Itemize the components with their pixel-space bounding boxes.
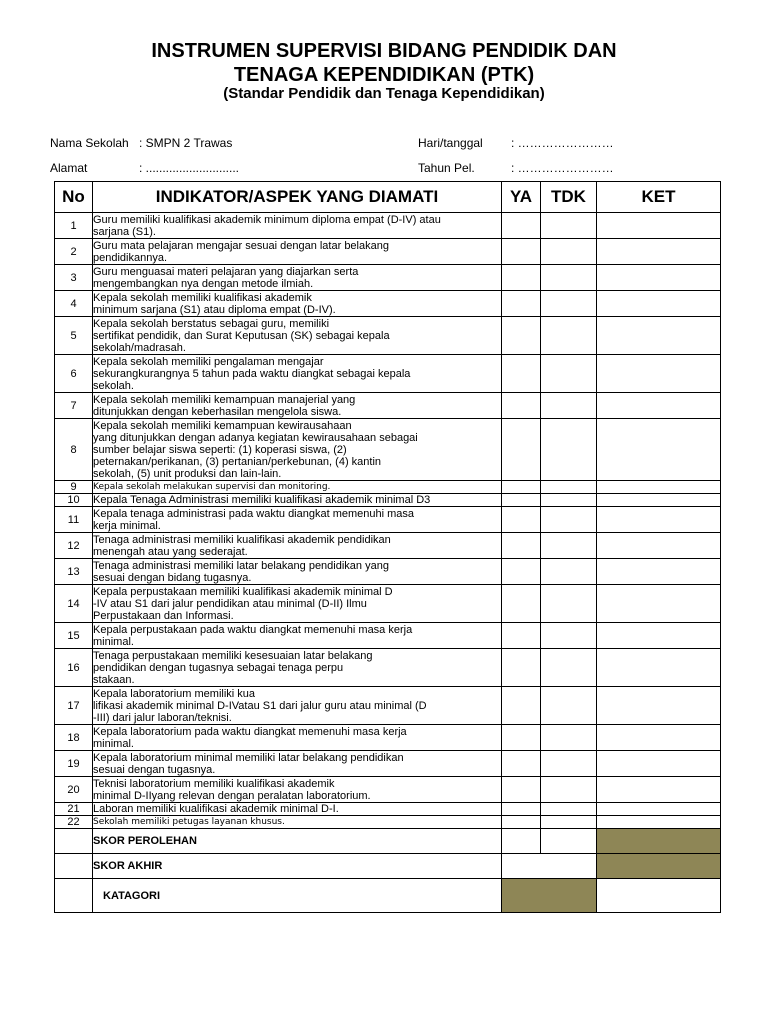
- row-number: 16: [55, 649, 93, 687]
- tdk-cell[interactable]: [541, 533, 597, 559]
- row-number: 3: [55, 265, 93, 291]
- table-row: [55, 559, 721, 585]
- day-date-value: : ……………………: [511, 136, 614, 150]
- tdk-cell[interactable]: [541, 291, 597, 317]
- indicator-text: [93, 533, 502, 559]
- indicator-line: minimal.: [93, 635, 134, 648]
- indicator-line: sekolah, (5) unit produksi dan lain-lain.: [93, 467, 282, 480]
- table-row: [55, 213, 721, 239]
- ya-cell[interactable]: [502, 816, 541, 829]
- ket-cell[interactable]: [597, 317, 721, 355]
- table-row: [55, 687, 721, 725]
- ya-cell[interactable]: [502, 559, 541, 585]
- indicator-line: Guru menguasai materi pelajaran yang diajarkan serta: [93, 265, 359, 278]
- ket-cell[interactable]: [597, 507, 721, 533]
- indicator-line: Kepala perpustakaan memiliki kualifikasi akademik minimal D: [93, 585, 393, 598]
- table-row: [55, 649, 721, 687]
- indicator-text: [93, 393, 502, 419]
- indicator-line: sarjana (S1).: [93, 225, 156, 238]
- indicator-text: [93, 317, 502, 355]
- document-title-line-2: TENAGA KEPENDIDIKAN (PTK): [233, 64, 535, 86]
- ya-cell[interactable]: [502, 649, 541, 687]
- row-number: 12: [55, 533, 93, 559]
- tdk-cell[interactable]: [541, 419, 597, 481]
- indicator-line: minimal.: [93, 737, 134, 750]
- ket-cell[interactable]: [597, 725, 721, 751]
- ket-cell[interactable]: [597, 816, 721, 829]
- tdk-cell[interactable]: [541, 213, 597, 239]
- indicator-line: lifikasi akademik minimal D-IVatau S1 dari jalur guru atau minimal (D: [93, 699, 427, 712]
- ket-cell[interactable]: [597, 265, 721, 291]
- skor-perolehan-ya-cell[interactable]: [502, 829, 541, 854]
- indicator-line: Guru mata pelajaran mengajar sesuai dengan latar belakang: [93, 239, 389, 252]
- ket-cell[interactable]: [597, 751, 721, 777]
- table-row: [55, 481, 721, 494]
- tdk-cell[interactable]: [541, 317, 597, 355]
- indicator-text: [93, 559, 502, 585]
- ya-cell[interactable]: [502, 291, 541, 317]
- table-row: [55, 777, 721, 803]
- katagori-shaded-cell: [502, 879, 597, 913]
- ya-cell[interactable]: [502, 419, 541, 481]
- tdk-cell[interactable]: [541, 803, 597, 816]
- ya-cell[interactable]: [502, 623, 541, 649]
- footer-no-cell: [55, 854, 93, 879]
- address-label: Alamat: [50, 161, 88, 175]
- row-number: 5: [55, 317, 93, 355]
- indicator-line: Kepala perpustakaan pada waktu diangkat memenuhi masa kerja: [93, 623, 413, 636]
- table-row: [55, 507, 721, 533]
- table-row: [55, 751, 721, 777]
- skor-akhir-label: SKOR AKHIR: [93, 854, 502, 879]
- table-row: [55, 725, 721, 751]
- indicator-text: [93, 751, 502, 777]
- indicator-line: Kepala laboratorium minimal memiliki latar belakang pendidikan: [93, 751, 404, 764]
- row-number: 22: [55, 816, 93, 829]
- row-number: 9: [55, 481, 93, 494]
- indicator-line: mengembangkan nya dengan metode ilmiah.: [93, 277, 314, 290]
- tdk-cell[interactable]: [541, 494, 597, 507]
- footer-no-cell: [55, 879, 93, 913]
- ket-cell[interactable]: [597, 777, 721, 803]
- katagori-ket-cell[interactable]: [597, 879, 721, 913]
- row-number: 1: [55, 213, 93, 239]
- table-row: [55, 393, 721, 419]
- table-row: [55, 239, 721, 265]
- tdk-cell[interactable]: [541, 649, 597, 687]
- tdk-cell[interactable]: [541, 816, 597, 829]
- table-row: [55, 494, 721, 507]
- tdk-cell[interactable]: [541, 239, 597, 265]
- indicator-line: Kepala sekolah memiliki kemampuan kewirausahaan: [93, 419, 352, 432]
- table-row: [55, 533, 721, 559]
- tdk-cell[interactable]: [541, 559, 597, 585]
- ya-cell[interactable]: [502, 751, 541, 777]
- row-number: 8: [55, 419, 93, 481]
- indicator-line: Kepala laboratorium memiliki kua: [93, 687, 256, 700]
- indicator-line: Teknisi laboratorium memiliki kualifikasi akademik: [93, 777, 335, 790]
- katagori-label: KATAGORI: [93, 879, 502, 913]
- row-number: 6: [55, 355, 93, 393]
- ket-cell[interactable]: [597, 494, 721, 507]
- skor-akhir-ket-cell: [597, 854, 721, 879]
- tdk-cell[interactable]: [541, 623, 597, 649]
- indicator-line: -IV atau S1 dari jalur pendidikan atau minimal (D-II) Ilmu: [93, 597, 367, 610]
- table-row: [55, 585, 721, 623]
- indicator-line: Kepala sekolah memiliki kemampuan manajerial yang: [93, 393, 356, 406]
- ket-cell[interactable]: [597, 623, 721, 649]
- skor-perolehan-label: SKOR PEROLEHAN: [93, 829, 502, 854]
- indicator-line: Kepala sekolah melakukan supervisi dan monitoring.: [93, 482, 331, 492]
- row-number: 7: [55, 393, 93, 419]
- indicator-line: Kepala tenaga administrasi pada waktu diangkat memenuhi masa: [93, 507, 415, 520]
- row-number: 21: [55, 803, 93, 816]
- row-number: 15: [55, 623, 93, 649]
- supervision-table: [54, 181, 721, 913]
- indicator-text: [93, 649, 502, 687]
- table-row: [55, 803, 721, 816]
- ya-cell[interactable]: [502, 533, 541, 559]
- ket-cell[interactable]: [597, 239, 721, 265]
- tdk-cell[interactable]: [541, 393, 597, 419]
- ket-cell[interactable]: [597, 585, 721, 623]
- table-body: [55, 213, 721, 829]
- ya-cell[interactable]: [502, 213, 541, 239]
- ya-cell[interactable]: [502, 481, 541, 494]
- indicator-text: [93, 239, 502, 265]
- indicator-line: minimal D-IIyang relevan dengan peralatan laboratorium.: [93, 789, 371, 802]
- indicator-text: [93, 777, 502, 803]
- indicator-line: sekolah.: [93, 379, 134, 392]
- document-title-line-1: INSTRUMEN SUPERVISI BIDANG PENDIDIK DAN: [151, 40, 617, 62]
- indicator-line: peternakan/perikanan, (3) pertanian/perkebunan, (4) kantin: [93, 455, 382, 468]
- indicator-line: Perpustakaan dan Informasi.: [93, 609, 234, 622]
- tdk-cell[interactable]: [541, 481, 597, 494]
- ya-cell[interactable]: [502, 803, 541, 816]
- table-row: [55, 265, 721, 291]
- header-no: No: [55, 182, 93, 213]
- header-ket: KET: [597, 182, 721, 213]
- tdk-cell[interactable]: [541, 507, 597, 533]
- ket-cell[interactable]: [597, 803, 721, 816]
- indicator-line: ditunjukkan dengan keberhasilan mengelola siswa.: [93, 405, 342, 418]
- ket-cell[interactable]: [597, 533, 721, 559]
- table-footer: [55, 829, 721, 913]
- indicator-line: Sekolah memiliki petugas layanan khusus.: [93, 817, 285, 827]
- indicator-line: Kepala Tenaga Administrasi memiliki kualifikasi akademik minimal D3: [93, 494, 431, 506]
- skor-perolehan-ket-cell: [597, 829, 721, 854]
- row-number: 13: [55, 559, 93, 585]
- footer-no-cell: [55, 829, 93, 854]
- skor-akhir-row: [55, 854, 721, 879]
- indicator-line: sumber belajar siswa seperti: (1) koperasi siswa, (2): [93, 443, 347, 456]
- skor-akhir-value-cell[interactable]: [502, 854, 597, 879]
- tdk-cell[interactable]: [541, 751, 597, 777]
- ya-cell[interactable]: [502, 687, 541, 725]
- indicator-line: Tenaga perpustakaan memiliki kesesuaian latar belakang: [93, 649, 373, 662]
- ya-cell[interactable]: [502, 393, 541, 419]
- table-row: [55, 291, 721, 317]
- row-number: 17: [55, 687, 93, 725]
- header-indicator: INDIKATOR/ASPEK YANG DIAMATI: [93, 182, 502, 213]
- tdk-cell[interactable]: [541, 777, 597, 803]
- indicator-text: [93, 481, 502, 494]
- indicator-line: sertifikat pendidik, dan Surat Keputusan (SK) sebagai kepala: [93, 329, 390, 342]
- row-number: 14: [55, 585, 93, 623]
- header-ya: YA: [502, 182, 541, 213]
- document-subtitle: (Standar Pendidik dan Tenaga Kependidikan): [223, 85, 545, 102]
- ya-cell[interactable]: [502, 494, 541, 507]
- indicator-text: [93, 507, 502, 533]
- indicator-text: [93, 687, 502, 725]
- indicator-text: [93, 816, 502, 829]
- indicator-line: minimum sarjana (S1) atau diploma empat (D-IV).: [93, 303, 336, 316]
- indicator-line: kerja minimal.: [93, 519, 161, 532]
- ya-cell[interactable]: [502, 507, 541, 533]
- ya-cell[interactable]: [502, 265, 541, 291]
- row-number: 11: [55, 507, 93, 533]
- ket-cell[interactable]: [597, 481, 721, 494]
- ya-cell[interactable]: [502, 355, 541, 393]
- indicator-line: -III) dari jalur laboran/teknisi.: [93, 711, 232, 724]
- indicator-text: [93, 355, 502, 393]
- ket-cell[interactable]: [597, 213, 721, 239]
- table-row: [55, 623, 721, 649]
- row-number: 20: [55, 777, 93, 803]
- indicator-line: Kepala sekolah memiliki kualifikasi akademik: [93, 291, 312, 304]
- ya-cell[interactable]: [502, 239, 541, 265]
- tdk-cell[interactable]: [541, 725, 597, 751]
- indicator-line: Guru memiliki kualifikasi akademik minimum diploma empat (D-IV) atau: [93, 213, 441, 226]
- header-tdk: TDK: [541, 182, 597, 213]
- address-value: : ............................: [139, 161, 240, 175]
- row-number: 18: [55, 725, 93, 751]
- table-row: [55, 419, 721, 481]
- table-header-row: [55, 182, 721, 213]
- indicator-text: [93, 585, 502, 623]
- row-number: 2: [55, 239, 93, 265]
- indicator-line: Kepala laboratorium pada waktu diangkat memenuhi masa kerja: [93, 725, 407, 738]
- katagori-row: [55, 879, 721, 913]
- tdk-cell[interactable]: [541, 265, 597, 291]
- indicator-text: [93, 623, 502, 649]
- day-date-label: Hari/tanggal: [418, 136, 483, 150]
- indicator-text: [93, 265, 502, 291]
- indicator-text: [93, 725, 502, 751]
- ket-cell[interactable]: [597, 649, 721, 687]
- skor-perolehan-tdk-cell[interactable]: [541, 829, 597, 854]
- tdk-cell[interactable]: [541, 355, 597, 393]
- school-name-label: Nama Sekolah: [50, 136, 129, 150]
- tdk-cell[interactable]: [541, 687, 597, 725]
- indicator-text: [93, 494, 502, 507]
- indicator-line: Laboran memiliki kualifikasi akademik minimal D-I.: [93, 803, 339, 815]
- ket-cell[interactable]: [597, 419, 721, 481]
- indicator-line: sekurangkurangnya 5 tahun pada waktu diangkat sebagai kepala: [93, 367, 411, 380]
- indicator-text: [93, 291, 502, 317]
- indicator-line: yang ditunjukkan dengan adanya kegiatan kewirausahaan sebagai: [93, 431, 418, 444]
- indicator-line: pendidikan dengan tugasnya sebagai tenaga perpu: [93, 661, 344, 674]
- school-year-value: : ……………………: [511, 161, 614, 175]
- ya-cell[interactable]: [502, 777, 541, 803]
- indicator-line: Kepala sekolah memiliki pengalaman mengajar: [93, 355, 324, 368]
- skor-perolehan-row: [55, 829, 721, 854]
- ket-cell[interactable]: [597, 291, 721, 317]
- indicator-line: sesuai dengan tugasnya.: [93, 763, 216, 776]
- table-row: [55, 317, 721, 355]
- row-number: 4: [55, 291, 93, 317]
- ket-cell[interactable]: [597, 559, 721, 585]
- ya-cell[interactable]: [502, 585, 541, 623]
- ket-cell[interactable]: [597, 393, 721, 419]
- tdk-cell[interactable]: [541, 585, 597, 623]
- table-row: [55, 355, 721, 393]
- indicator-text: [93, 213, 502, 239]
- indicator-line: Tenaga administrasi memiliki kualifikasi akademik pendidikan: [93, 533, 391, 546]
- ya-cell[interactable]: [502, 725, 541, 751]
- ket-cell[interactable]: [597, 355, 721, 393]
- indicator-line: sesuai dengan bidang tugasnya.: [93, 571, 252, 584]
- school-name-value: : SMPN 2 Trawas: [139, 136, 233, 150]
- indicator-line: menengah atau yang sederajat.: [93, 545, 248, 558]
- indicator-line: Kepala sekolah berstatus sebagai guru, memiliki: [93, 317, 330, 330]
- indicator-line: sekolah/madrasah.: [93, 341, 186, 354]
- table-row: [55, 816, 721, 829]
- indicator-line: pendidikannya.: [93, 251, 168, 264]
- row-number: 10: [55, 494, 93, 507]
- ya-cell[interactable]: [502, 317, 541, 355]
- row-number: 19: [55, 751, 93, 777]
- school-year-label: Tahun Pel.: [418, 161, 475, 175]
- indicator-line: stakaan.: [93, 673, 135, 686]
- indicator-text: [93, 419, 502, 481]
- indicator-line: Tenaga administrasi memiliki latar belakang pendidikan yang: [93, 559, 389, 572]
- indicator-text: [93, 803, 502, 816]
- ket-cell[interactable]: [597, 687, 721, 725]
